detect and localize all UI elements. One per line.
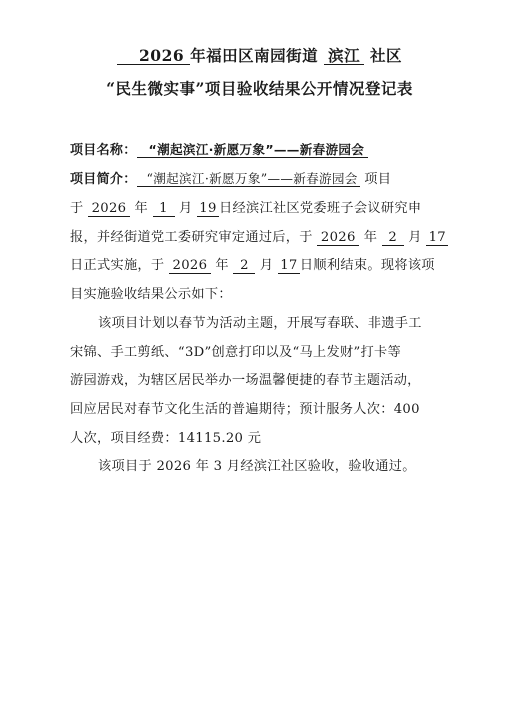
end-year: 2026 xyxy=(169,258,211,274)
project-name-label: 项目名称： xyxy=(70,143,137,158)
approve-day: 19 xyxy=(197,201,219,217)
approve-month: 1 xyxy=(153,201,175,217)
project-brief-line-1 xyxy=(70,168,391,187)
body-paragraph-2: 该项目于 2026 年 3 月经滨江社区验收，验收通过。 xyxy=(98,459,416,474)
title-district-street: 年福田区南园街道 xyxy=(190,46,319,65)
title-line-1 xyxy=(0,44,519,66)
text-segment: 日经滨江社区党委班子会议研究申 xyxy=(219,201,422,216)
title-community-name: 滨江 xyxy=(324,47,364,65)
body-paragraph-1-line-5: 人次，项目经费：14115.20 元 xyxy=(70,431,262,446)
approve-year: 2026 xyxy=(88,201,130,217)
body-paragraph-1-line-4: 回应居民对春节文化生活的普遍期待；预计服务人次：400 xyxy=(70,402,420,417)
text-segment: 月 xyxy=(179,201,193,216)
text-segment: 于 xyxy=(70,201,84,216)
project-brief-line-4 xyxy=(70,254,435,274)
end-day: 17 xyxy=(278,258,300,274)
project-brief-line-2 xyxy=(70,197,421,217)
title-line-2: “民生微实事”项目验收结果公开情况登记表 xyxy=(106,79,413,98)
start-day: 17 xyxy=(426,230,448,246)
project-brief-name: “潮起滨江·新愿万象”——新春游园会 xyxy=(137,171,360,187)
text-segment: 月 xyxy=(408,230,422,245)
body-paragraph-1-line-2: 宋锦、手工剪纸、“3D”创意打印以及“马上发财”打卡等 xyxy=(70,345,401,360)
project-brief-label: 项目简介： xyxy=(70,172,137,187)
project-brief-suffix: 项目 xyxy=(364,172,392,187)
text-segment: 日顺利结束。现将该项 xyxy=(299,258,435,273)
project-brief-line-3 xyxy=(70,226,448,246)
body-paragraph-1-line-1: 该项目计划以春节为活动主题，开展写春联、非遗手工 xyxy=(98,316,422,331)
body-paragraph-1-line-3: 游园游戏，为辖区居民举办一场温馨便捷的春节主题活动， xyxy=(70,373,421,388)
title-community-suffix: 社区 xyxy=(369,46,402,65)
title-year: 2026 xyxy=(117,47,190,65)
project-brief-line-5: 目实施验收结果公示如下： xyxy=(70,287,232,302)
text-segment: 月 xyxy=(259,258,274,273)
start-year: 2026 xyxy=(317,230,359,246)
text-segment: 报，并经街道党工委研究审定通过后，于 xyxy=(70,230,313,245)
project-name-row xyxy=(70,139,368,158)
text-segment: 年 xyxy=(363,230,378,245)
end-month: 2 xyxy=(233,258,255,274)
start-month: 2 xyxy=(382,230,404,246)
project-name-value: “潮起滨江·新愿万象”——新春游园会 xyxy=(137,142,369,158)
text-segment: 日正式实施，于 xyxy=(70,258,165,273)
text-segment: 年 xyxy=(134,201,148,216)
text-segment: 年 xyxy=(215,258,229,273)
